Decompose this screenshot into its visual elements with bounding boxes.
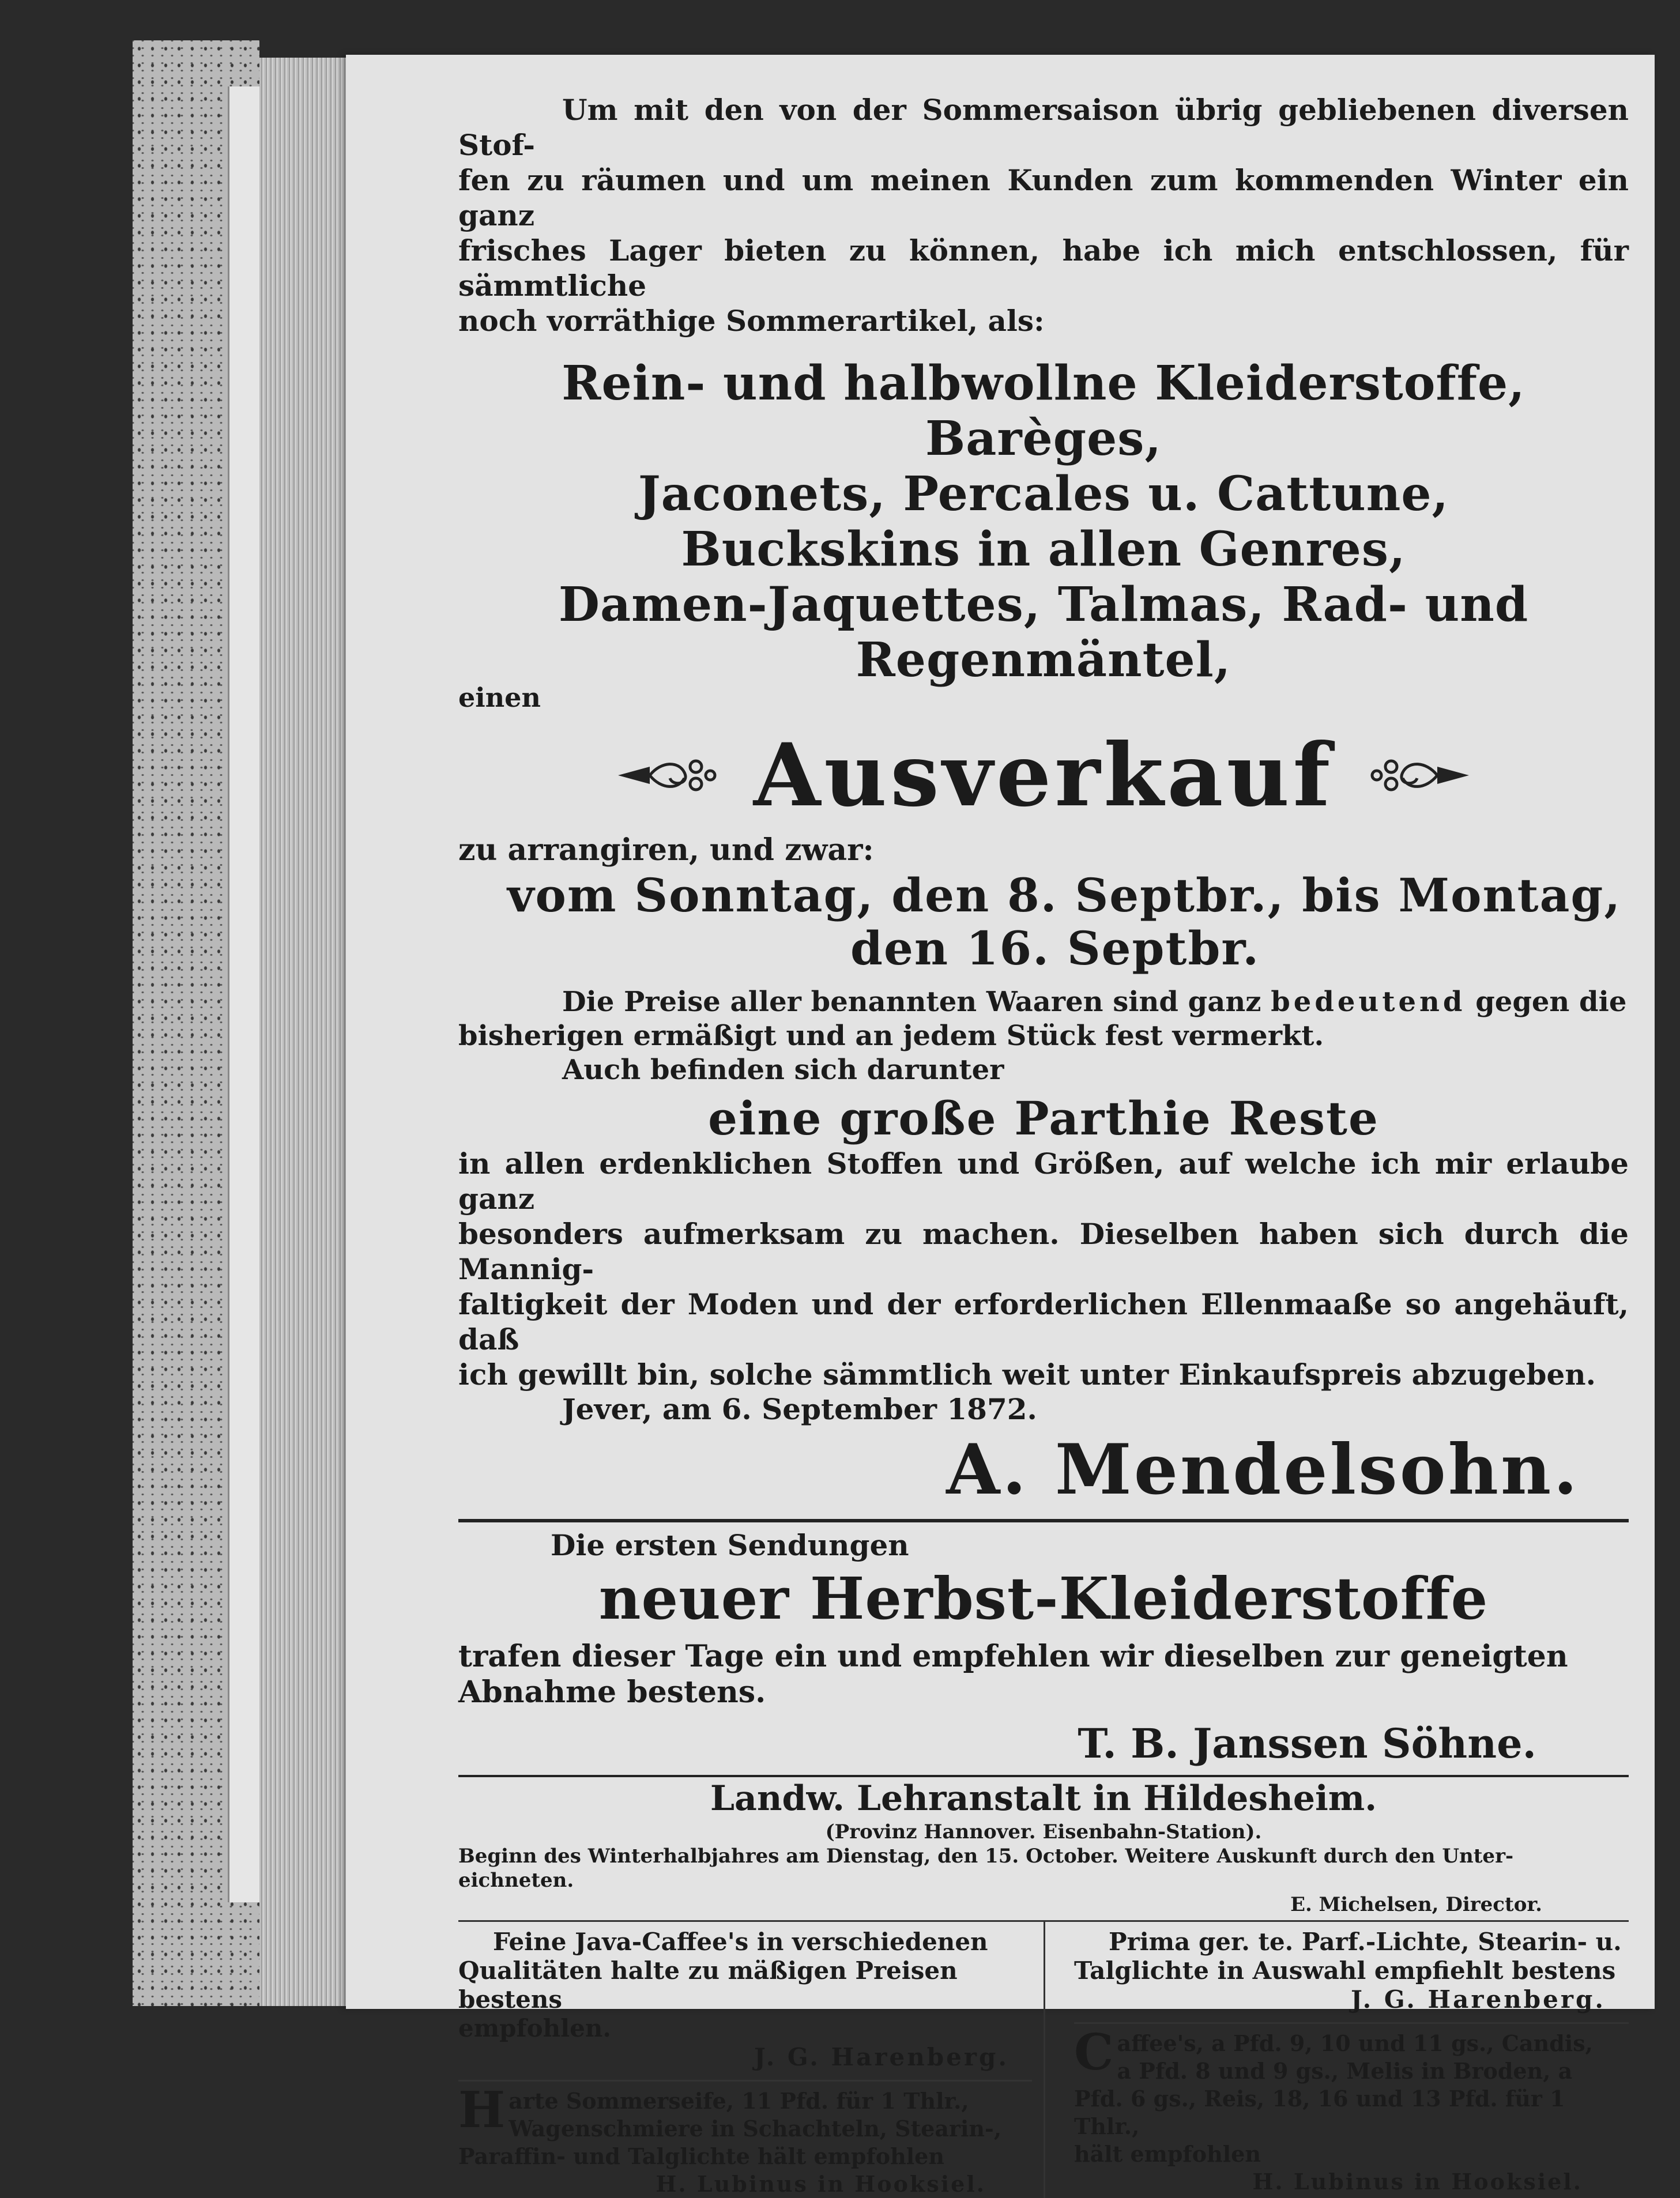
ausverkauf-heading: Ausverkauf: [753, 725, 1334, 826]
page-content: [458, 92, 1629, 2198]
intro-paragraph: [458, 92, 1629, 338]
prices-emphasis: bedeutend: [1271, 986, 1466, 1018]
ad-seife-line: Wagenschmiere in Schachteln, Stearin-,: [508, 2116, 1002, 2142]
ad-seife: [458, 2081, 1032, 2198]
zu-arrangiren: zu arrangiren, und zwar:: [458, 832, 874, 868]
ad-seife-line: arte Sommerseife, 11 Pfd. für 1 Thlr.,: [508, 2088, 969, 2114]
intro-line: Um mit den von der Sommersaison übrig gebliebenen diversen Stof-: [458, 93, 1629, 162]
ad-seife-signature: H. Lubinus in Hooksiel.: [656, 2171, 986, 2197]
ad-java-line: Feine Java-Caffee's in verschiedenen: [493, 1928, 988, 1956]
ad-java-signature: J. G. Harenberg.: [754, 2043, 1009, 2071]
item-jaquettes: Damen-Jaquettes, Talmas, Rad- und Regenmäntel,: [558, 577, 1529, 688]
ad2-line: trafen dieser Tage ein und empfehlen wir dieselben zur geneigten: [458, 1639, 1568, 1674]
ad2-line: Abnahme bestens.: [458, 1675, 766, 1710]
ad-lichte-line: Talglichte in Auswahl empfiehlt bestens: [1074, 1956, 1616, 1985]
left-column: [458, 1922, 1044, 2198]
ad-caffee-line: affee's, a Pfd. 9, 10 und 11 gs., Candis,: [1117, 2030, 1593, 2056]
item-wool: Rein- und halbwollne Kleiderstoffe, Barèges,: [562, 356, 1525, 466]
ad2-body: [458, 1639, 1629, 1710]
prices-text: Die Preise aller benannten Waaren sind ganz: [562, 986, 1261, 1018]
reste-line: in allen erdenklichen Stoffen und Größen, auf welche ich mir erlaube ganz: [458, 1147, 1629, 1216]
intro-line: noch vorräthige Sommerartikel, als:: [458, 304, 1045, 338]
divider: [1074, 2022, 1629, 2024]
ad-caffee-signature: H. Lubinus in Hooksiel.: [1252, 2169, 1583, 2195]
reste-line: besonders aufmerksam zu machen. Dieselben haben sich durch die Mannig-: [458, 1217, 1629, 1286]
ad3-signature: E. Michelsen, Director.: [1290, 1893, 1542, 1916]
reste-line: faltigkeit der Moden und der erforderlichen Ellenmaaße so angehäuft, daß: [458, 1287, 1629, 1356]
prices-text: Auch befinden sich darunter: [562, 1054, 1004, 1086]
ad2-heading: neuer Herbst-Kleiderstoffe: [598, 1564, 1489, 1633]
ad-seife-line: Paraffin- und Talglichte hält empfohlen: [458, 2143, 944, 2169]
item-jaconets: Jaconets, Percales u. Cattune,: [638, 466, 1449, 522]
divider: [458, 1519, 1629, 1522]
ausverkauf-row: [458, 723, 1629, 827]
reste-line: ich gewillt bin, solche sämmtlich weit unter Einkaufspreis abzugeben.: [458, 1358, 1596, 1392]
intro-line: fen zu räumen und um meinen Kunden zum kommenden Winter ein ganz: [458, 163, 1629, 232]
ad-lichte-line: Prima ger. te. Parf.-Lichte, Stearin- u.: [1109, 1928, 1622, 1956]
ad-java-line: Qualitäten halte zu mäßigen Preisen bestens: [458, 1956, 958, 2014]
ad3-body: [458, 1844, 1629, 1892]
prices-paragraph: [458, 985, 1629, 1087]
signature-mendelsohn: A. Mendelsohn.: [946, 1429, 1580, 1510]
page-edges: [259, 58, 346, 2006]
divider: [458, 2080, 1032, 2082]
date-place: Jever, am 6. September 1872.: [562, 1392, 1037, 1426]
ad2-signature: T. B. Janssen Söhne.: [1078, 1720, 1536, 1767]
newspaper-page: [346, 55, 1655, 2197]
item-buckskins: Buckskins in allen Genres,: [681, 522, 1406, 577]
sale-dates-line1: vom Sonntag, den 8. Septbr., bis Montag,: [507, 868, 1622, 922]
ad2-intro: Die ersten Sendungen: [551, 1528, 909, 1562]
ad-caffee: [1074, 2023, 1629, 2196]
ad3-line: Beginn des Winterhalbjahres am Dienstag, den 15. October. Weitere Auskunft durch den Unter-: [458, 1845, 1514, 1868]
ad3-subtitle: (Provinz Hannover. Eisenbahn-Station).: [825, 1820, 1262, 1843]
two-column-ads: [458, 1920, 1629, 2198]
ad3-title: Landw. Lehranstalt in Hildesheim.: [710, 1778, 1377, 1819]
einen-text: einen: [458, 682, 541, 713]
ad-caffee-line: Pfd. 6 gs., Reis, 18, 16 und 13 Pfd. für 1 Thlr.,: [1074, 2086, 1565, 2139]
ad-java-line: empfohlen.: [458, 2014, 611, 2042]
ad-caffee-line: hält empfohlen: [1074, 2141, 1261, 2167]
prices-text: gegen die: [1475, 986, 1627, 1018]
ornament-left-icon: [615, 749, 719, 801]
ornament-right-icon: [1368, 749, 1472, 801]
sale-dates-line2: den 16. Septbr.: [850, 921, 1260, 975]
ad-lichte-signature: J. G. Harenberg.: [1351, 1985, 1606, 2014]
dropcap: C: [1074, 2023, 1114, 2082]
partie-heading: eine große Parthie Reste: [708, 1091, 1379, 1145]
dropcap: H: [458, 2081, 506, 2139]
ad-caffee-line: a Pfd. 8 und 9 gs., Melis in Broden, a: [1117, 2058, 1573, 2084]
prices-text: bisherigen ermäßigt und an jedem Stück fest vermerkt.: [458, 1020, 1324, 1052]
reste-paragraph: [458, 1146, 1629, 1392]
ad3-line: eichneten.: [458, 1869, 574, 1892]
right-column: [1044, 1922, 1629, 2198]
intro-line: frisches Lager bieten zu können, habe ich mich entschlossen, für sämmtliche: [458, 233, 1629, 303]
